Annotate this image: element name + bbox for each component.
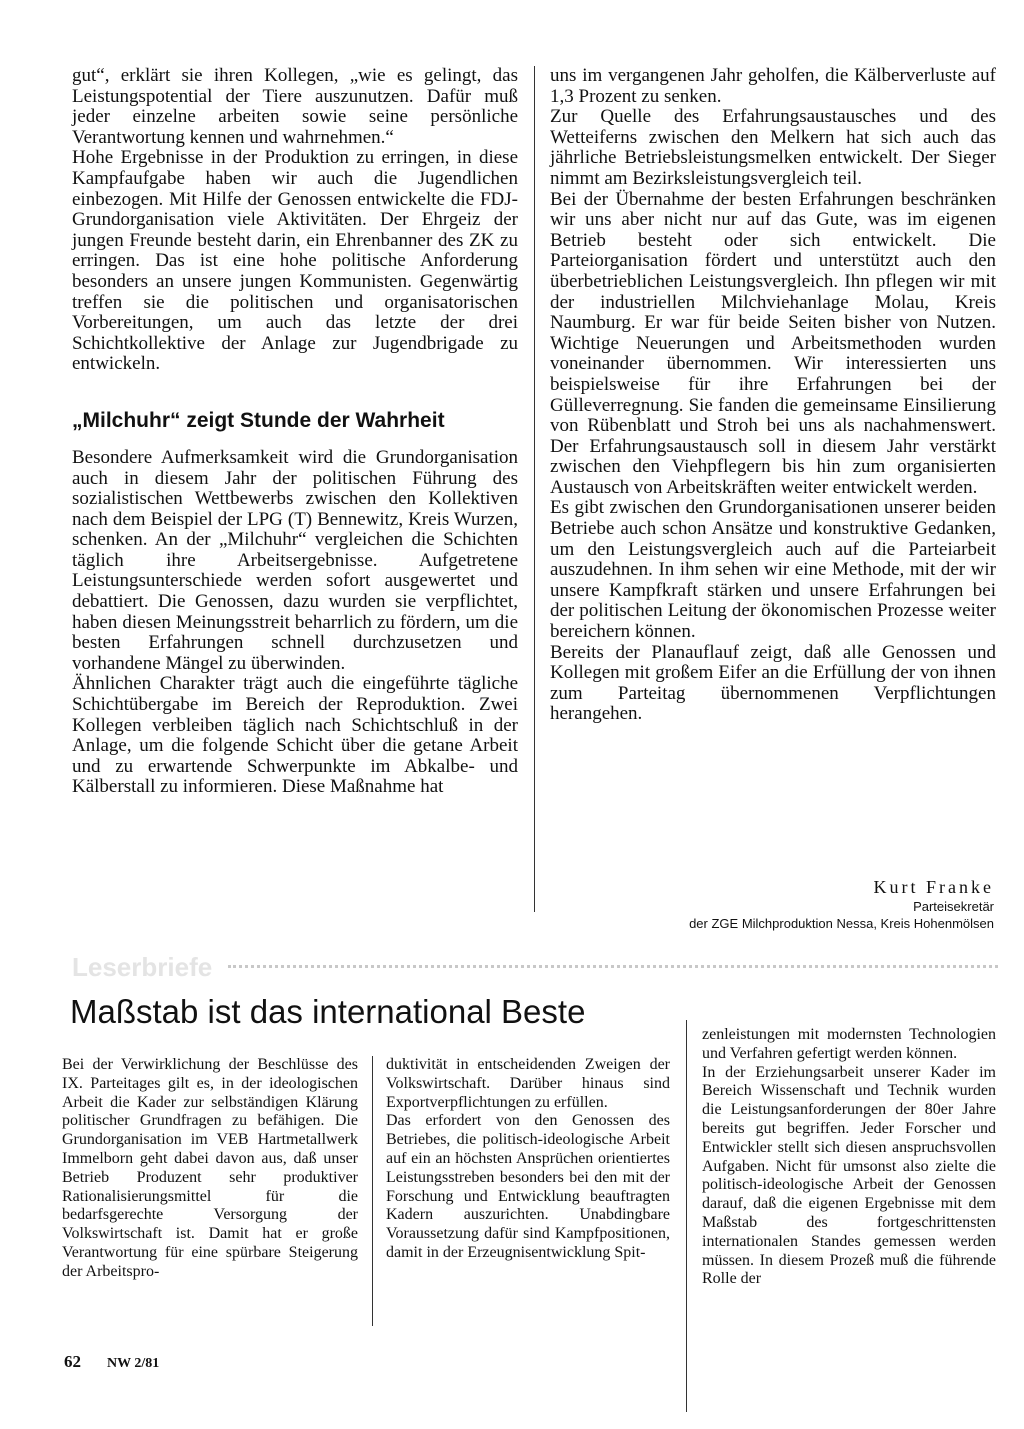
article1-paragraph: Besondere Aufmerksamkeit wird die Grundorganisation auch in diesem Jahr der politischen Führung des sozialistischen Wettbewerbs zwischen den Kollektiven nach dem Beispiel der LPG (T) Bennewitz, Kreis Wurzen, schenken. An der „Milchuhr“ vergleichen die Schichten täglich ihre Arbeitsergebnisse. Aufgetretene Leistungsunterschiede werden sofort ausgewertet und debattiert. Die Genossen, dazu wurden sie verpflichtet, haben diesen Meinungsstreit beharrlich zu fördern, um die besten Erfahrungen schnell durchzusetzen und vorhandene Mängel zu überwinden. [72,446,518,674]
article2-column-1 [62,1056,358,1282]
author-signature [689,876,994,932]
article1-paragraph: Es gibt zwischen den Grundorganisationen unserer beiden Betriebe auch schon Ansätze und konstruktive Gedanken, um den Leistungsvergleich auch auf die Parteiarbeit auszudehnen. In ihm sehen wir eine Methode, mit der wir unsere Kampfkraft stärken und unsere Erfahrungen bei der politischen Leitung der ökonomischen Prozesse weiter bereichern können. [550,497,996,643]
author-name: Kurt Franke [873,877,994,897]
article1-paragraph: gut“, erklärt sie ihren Kollegen, „wie es gelingt, das Leistungspotential der Tiere auszunutzen. Dafür muß jeder einzelne arbeiten sowie seine persönliche Verantwortung kennen und wahrnehmen.“ [72,65,518,148]
page-footer [64,1352,159,1372]
article1-column-right [550,66,996,725]
article2-paragraph: In der Erziehungsarbeit unserer Kader im Bereich Wissenschaft und Technik wurden die Leistungsanforderungen der 80er Jahre bereits gut begriffen. Jeder Forscher und Entwickler stellt sich diesen anspruchsvollen Aufgaben. Nicht für umsonst also zielte die politisch-ideologische Arbeit der Genossen darauf, daß die eigenen Ergebnisse mit dem Maßstab des fortgeschrittensten internationalen Standes gemessen werden müssen. In diesem Prozeß muß die führende Rolle der [702,1063,996,1288]
article2-column-3 [702,1026,996,1289]
author-role: Parteisekretär [913,899,994,914]
column-divider [686,1020,687,1412]
article2-paragraph: Bei der Verwirklichung der Beschlüsse des IX. Parteitages gilt es, in der ideologischen Arbeit die Kader zur selbständigen Klärung politischer Grundfragen zu befähigen. Die Grundorganisation im VEB Hartmetallwerk Immelborn geht dabei davon aus, daß unser Betrieb Produzent sehr produktiver Rationalisierungsmittel für die bedarfsgerechte Versorgung der Volkswirtschaft ist. Damit hat er große Verantwortung für eine spürbare Steigerung der Arbeitspro- [62,1056,358,1280]
column-divider [372,1056,373,1326]
section-label: Leserbriefe [72,952,213,982]
article2-headline: Maßstab ist das international Beste [70,993,586,1030]
article1-subheading: „Milchuhr“ zeigt Stunde der Wahrheit [72,408,445,432]
article1-paragraph: Ähnlichen Charakter trägt auch die eingeführte tägliche Schichtübergabe im Bereich der Reproduktion. Zwei Kollegen verbleiben täglich nach Schichtschluß in der Anlage, um die folgende Schicht über die getane Arbeit und zu erwartende Schwerpunkte im Abkalbe- und Kälberstall zu informieren. Diese Maßnahme hat [72,673,518,798]
article1-paragraph: Hohe Ergebnisse in der Produktion zu erringen, in diese Kampfaufgabe haben wir auch die Jugendlichen einbezogen. Mit Hilfe der Genossen entwickelte die FDJ-Grundorganisation viele Aktivitäten. Der Ehrgeiz der jungen Freunde besteht darin, ein Ehrenbanner des ZK zu erringen. Das ist eine hohe politische Anforderung besonders an unsere jungen Kommunisten. Gegenwärtig treffen sie die politischen und organisatorischen Vorbereitungen, um auch das letzte der drei Schichtkollektive der Anlage zur Jugendbrigade zu entwickeln. [72,147,518,375]
article2-paragraph: Das erfordert von den Genossen des Betriebes, die politisch-ideologische Arbeit auf ein an höchsten Ansprüchen orientiertes Leistungsstreben besonders bei den mit der Forschung und Entwicklung beauftragten Kadern auszurichten. Unabdingbare Voraussetzung dafür sind Kampfpositionen, damit in der Erzeugnisentwicklung Spit- [386,1112,670,1261]
page-number: 62 [64,1352,81,1371]
article2-column-2 [386,1056,670,1263]
article1-paragraph: Bereits der Planauflauf zeigt, daß alle Genossen und Kollegen mit großem Eifer an die Erfüllung der von ihnen zum Parteitag übernommenen Verpflichtungen herangehen. [550,641,996,725]
section-dotted-rule [228,965,998,968]
article1-paragraph: uns im vergangenen Jahr geholfen, die Kälberverluste auf 1,3 Prozent zu senken. [550,65,996,107]
article1-paragraph: Zur Quelle des Erfahrungsaustausches und des Wetteiferns zwischen den Melkern hat sich auch das jährliche Betriebsleistungsmelken entwickelt. Der Sieger nimmt am Bezirksleistungsvergleich teil. [550,106,996,189]
column-divider [534,66,535,912]
article2-paragraph: zenleistungen mit modernsten Technologien und Verfahren gefertigt werden können. [702,1026,996,1062]
author-affiliation: der ZGE Milchproduktion Nessa, Kreis Hohenmölsen [689,916,994,931]
article1-column-left [72,66,518,798]
journal-issue: NW 2/81 [107,1356,160,1371]
article2-paragraph: duktivität in entscheidenden Zweigen der Volkswirtschaft. Darüber hinaus sind Exportverpflichtungen zu erfüllen. [386,1056,670,1111]
article1-paragraph: Bei der Übernahme der besten Erfahrungen beschränken wir uns aber nicht nur auf das Gute, was im eigenen Betrieb besteht oder sich entwickelt. Die Parteiorganisation fördert und unterstützt auch den überbetrieblichen Leistungsvergleich. Ihn pflegen wir mit der industriellen Milchviehanlage Molau, Kreis Naumburg. Er war für beide Seiten bisher von Nutzen. Wichtige Neuerungen und Arbeitsmethoden wurden voneinander übernommen. Wir interessierten uns beispielsweise für ihre Erfahrungen bei der Gülleverregnung. Sie fanden die gemeinsame Einsilierung von Rübenblatt und Stroh bei uns als nachahmenswert. Der Erfahrungsaustausch soll in diesem Jahr verstärkt zwischen den Viehpflegern bis hin zum organisierten Austausch von Arbeitskräften weiter entwickelt werden. [550,188,996,498]
